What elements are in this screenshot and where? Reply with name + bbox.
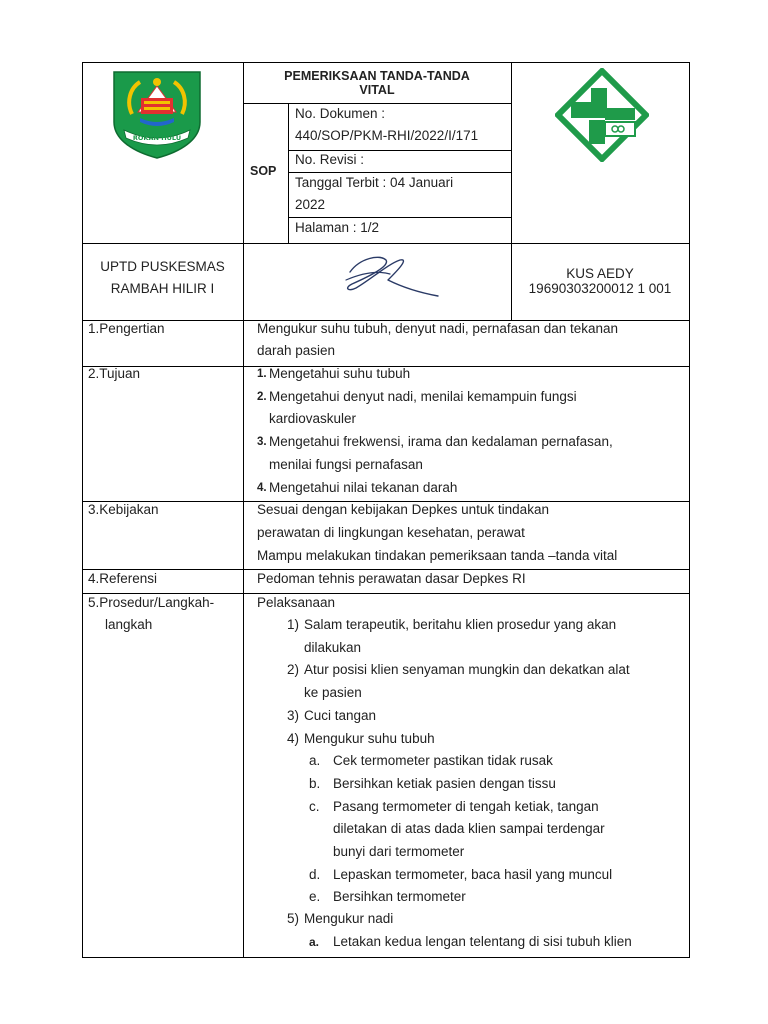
kebijakan-line3: Mampu melakukan tindakan pemeriksaan tanda –tanda vital: [257, 548, 618, 563]
step4c-line1: Pasang termometer di tengah ketiak, tangan: [333, 799, 599, 814]
step5a-letter: a.: [309, 935, 320, 949]
referensi-label: 4.Referensi: [88, 571, 158, 586]
tujuan-item1: Mengetahui suhu tubuh: [269, 366, 411, 381]
revision-bottom-line: [288, 172, 511, 173]
document-title-line2: VITAL: [359, 83, 395, 97]
tujuan-item2-line1: Mengetahui denyut nadi, menilai kemampuin fungsi: [269, 389, 577, 404]
step5: Mengukur nadi: [304, 911, 394, 926]
institution-name-line1: UPTD PUSKESMAS: [100, 259, 225, 274]
step4d-letter: d.: [309, 867, 321, 882]
step1-line1: Salam terapeutik, beritahu klien prosedur yang akan: [304, 617, 617, 632]
table-border-top: [82, 62, 690, 63]
signature-icon: [330, 250, 442, 302]
step4a-letter: a.: [309, 753, 321, 768]
pengertian-label: 1.Pengertian: [88, 321, 165, 336]
tujuan-item4-number: 4.: [257, 482, 267, 494]
prosedur-label-line1: 5.Prosedur/Langkah-: [88, 595, 215, 610]
step4c-letter: c.: [309, 799, 320, 814]
step4: Mengukur suhu tubuh: [304, 731, 435, 746]
document-number-value: 440/SOP/PKM-RHI/2022/I/171: [295, 128, 479, 143]
kebijakan-line1: Sesuai dengan kebijakan Depkes untuk tindakan: [257, 502, 549, 517]
tujuan-item3-line1: Mengetahui frekwensi, irama dan kedalaman pernafasan,: [269, 434, 613, 449]
table-border-left: [82, 62, 83, 958]
table-border-bottom: [82, 957, 690, 958]
step4e-letter: e.: [309, 889, 321, 904]
step4b: Bersihkan ketiak pasien dengan tissu: [333, 776, 556, 791]
tujuan-item2-line2: kardiovaskuler: [269, 411, 357, 426]
column-divider: [243, 62, 244, 958]
head-nip: 19690303200012 1 001: [528, 281, 672, 296]
step4a: Cek termometer pastikan tidak rusak: [333, 753, 553, 768]
step4b-letter: b.: [309, 776, 321, 791]
title-bottom-line: [243, 103, 511, 104]
step2-line2: ke pasien: [304, 685, 362, 700]
puskesmas-logo-icon: [555, 68, 649, 162]
tujuan-label: 2.Tujuan: [88, 366, 141, 381]
step3: Cuci tangan: [304, 708, 377, 723]
issue-date-line1: Tanggal Terbit : 04 Januari: [295, 175, 454, 190]
issue-date-line2: 2022: [295, 197, 326, 212]
step2-line1: Atur posisi klien senyaman mungkin dan dekatkan alat: [304, 662, 630, 677]
sop-label: SOP: [250, 164, 277, 178]
tujuan-item3-number: 3.: [257, 436, 267, 448]
date-bottom-line: [288, 217, 511, 218]
step4d: Lepaskan termometer, baca hasil yang muncul: [333, 867, 613, 882]
step5a: Letakan kedua lengan telentang di sisi tubuh klien: [333, 934, 632, 949]
kebijakan-bottom-line: [82, 569, 690, 570]
pengertian-text-line2: darah pasien: [257, 343, 336, 358]
doc-bottom-line: [288, 150, 511, 151]
page-field: Halaman : 1/2: [295, 220, 380, 235]
tujuan-item1-number: 1.: [257, 368, 267, 380]
tujuan-item2-number: 2.: [257, 391, 267, 403]
step2-number: 2): [287, 662, 300, 677]
step4c-line2: diletakan di atas dada klien sampai terdengar: [333, 821, 605, 836]
step4-number: 4): [287, 731, 300, 746]
sop-divider: [288, 103, 289, 243]
step4e: Bersihkan termometer: [333, 889, 466, 904]
institution-name-line2: RAMBAH HILIR I: [110, 281, 215, 296]
svg-text:ROKAN HULU: ROKAN HULU: [132, 134, 182, 142]
prosedur-label-line2: langkah: [105, 617, 153, 632]
tujuan-item3-line2: menilai fungsi pernafasan: [269, 457, 423, 472]
step4c-line3: bunyi dari termometer: [333, 844, 465, 859]
rokan-hulu-emblem-icon: [108, 68, 206, 160]
tujuan-item4: Mengetahui nilai tekanan darah: [269, 480, 458, 495]
step1-number: 1): [287, 617, 300, 632]
table-border-right: [689, 62, 690, 958]
head-name: KUS AEDY: [566, 266, 634, 281]
pengertian-text-line1: Mengukur suhu tubuh, denyut nadi, pernafasan dan tekanan: [257, 321, 619, 336]
kebijakan-label: 3.Kebijakan: [88, 502, 159, 517]
prosedur-heading: Pelaksanaan: [257, 595, 336, 610]
step1-line2: dilakukan: [304, 640, 362, 655]
referensi-text: Pedoman tehnis perawatan dasar Depkes RI: [257, 571, 526, 586]
revision-field: No. Revisi :: [295, 152, 365, 167]
step5-number: 5): [287, 911, 300, 926]
document-number-label: No. Dokumen :: [295, 106, 386, 121]
kebijakan-line2: perawatan di lingkungan kesehatan, perawat: [257, 525, 525, 540]
document-title-line1: PEMERIKSAAN TANDA-TANDA: [284, 69, 470, 83]
header-bottom-line: [82, 243, 690, 244]
step3-number: 3): [287, 708, 300, 723]
referensi-bottom-line: [82, 593, 690, 594]
